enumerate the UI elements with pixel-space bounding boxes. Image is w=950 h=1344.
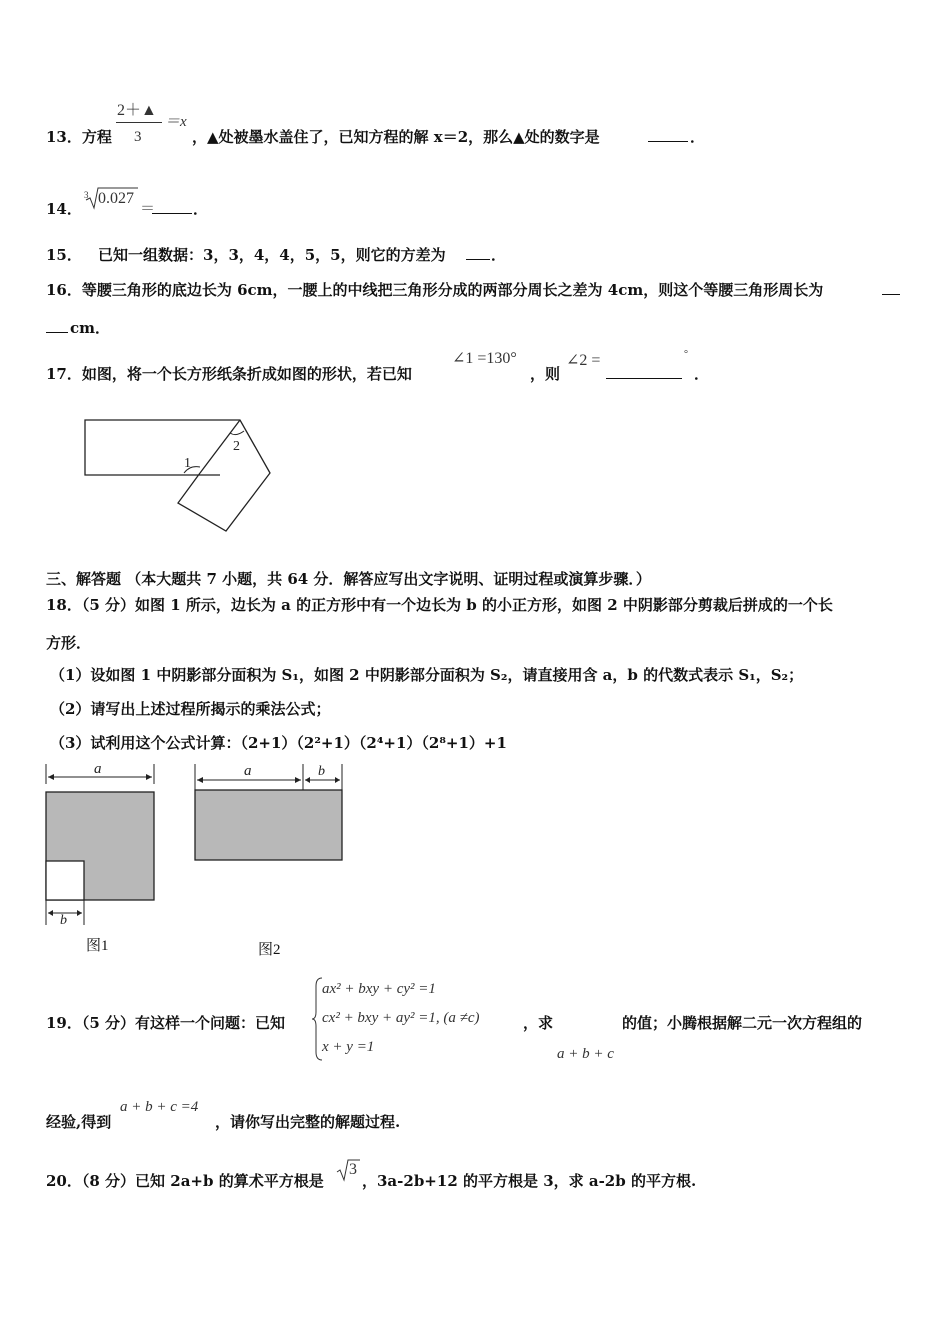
q14-end: ． — [193, 200, 209, 218]
q19-target-expression: a + b + c — [557, 1046, 614, 1062]
q19-equation-1: ax² + bxy + cy² =1 — [322, 981, 436, 997]
q15-number: 15． — [46, 246, 82, 264]
q17-then: ，则 — [530, 365, 561, 383]
q18-figure-1 — [40, 760, 165, 930]
q18-line1: 18．（5 分）如图 1 所示，边长为 a 的正方形中有一个边长为 b 的小正方形，如图 2 中阴影部分剪裁后拼成的一个长 — [46, 596, 833, 614]
q18-part2: （2）请写出上述过程所揭示的乘法公式； — [50, 700, 331, 718]
q13-fraction-denominator: 3 — [134, 129, 142, 145]
q13-fraction-numerator: 2＋▲ — [117, 102, 157, 119]
q15-end: ． — [491, 246, 507, 264]
q19-text4: 经验,得到 — [46, 1113, 112, 1131]
q17-blank — [606, 364, 682, 384]
q20-sqrt-value: 3 — [349, 1161, 357, 1178]
q18-part1: （1）设如图 1 中阴影部分面积为 S₁，如图 2 中阴影部分面积为 S₂，请直接用含 a，b 的代数式表示 S₁，S₂； — [50, 666, 804, 684]
q17-degree: ° — [684, 349, 688, 360]
q17-label-2: 2 — [233, 439, 240, 454]
q19-result-expression: a + b + c =4 — [120, 1099, 199, 1115]
q17-angle1: ∠1 =130° — [452, 350, 517, 367]
q14-radicand: 0.027 — [98, 190, 134, 207]
q19-text5: ，请你写出完整的解题过程. — [215, 1113, 401, 1131]
q20-text2: ，3a-2b+12 的平方根是 3，求 a-2b 的平方根. — [362, 1172, 697, 1190]
q15-blank — [466, 245, 490, 265]
q13-fraction-bar — [116, 122, 162, 123]
q20-text1: 20．（8 分）已知 2a+b 的算术平方根是 — [46, 1172, 324, 1190]
figure-2-caption: 图2 — [258, 942, 281, 958]
q14-root-index: 3 — [84, 190, 89, 200]
q18-figure-2 — [190, 760, 350, 870]
q14-blank — [152, 199, 192, 219]
q13-number: 13．方程 — [46, 128, 112, 146]
q14-rhs: ＝ — [140, 201, 156, 217]
fig1-label-b: b — [60, 913, 67, 928]
q14-number: 14． — [46, 200, 82, 218]
q13-end: ． — [690, 128, 706, 146]
q16-blank-part2 — [46, 318, 68, 338]
q17-text: 17．如图，将一个长方形纸条折成如图的形状，若已知 — [46, 365, 412, 383]
fig2-label-b: b — [318, 764, 325, 779]
fig1-label-a: a — [94, 761, 102, 777]
q16-line2: cm． — [70, 319, 111, 337]
q17-label-1: 1 — [184, 456, 191, 471]
figure-1-caption: 图1 — [86, 938, 109, 954]
q17-end: ． — [694, 365, 710, 383]
q13-text: ，▲处被墨水盖住了，已知方程的解 x＝2，那么▲处的数字是 — [192, 128, 600, 146]
q17-folded-strip-figure — [80, 415, 280, 535]
section-3-heading: 三、解答题 （本大题共 7 小题，共 64 分．解答应写出文字说明、证明过程或演算步骤．） — [46, 570, 651, 588]
q13-rhs: ＝x — [165, 114, 187, 130]
q15-text: 已知一组数据：3，3，4，4，5，5，则它的方差为 — [98, 246, 446, 264]
q16-blank-part1 — [882, 280, 900, 300]
q19-text3: 的值；小腾根据解二元一次方程组的 — [622, 1014, 863, 1032]
q19-equation-3: x + y =1 — [322, 1039, 375, 1055]
q17-angle2: ∠2 = — [566, 352, 601, 369]
q19-equation-2: cx² + bxy + ay² =1, (a ≠c) — [322, 1010, 480, 1026]
q18-line2: 方形． — [46, 634, 92, 652]
q13-blank — [648, 127, 688, 147]
q16-line1: 16．等腰三角形的底边长为 6cm，一腰上的中线把三角形分成的两部分周长之差为 4cm，则这个等腰三角形周长为 — [46, 281, 824, 299]
q19-text2: ，求 — [523, 1014, 554, 1032]
fig2-label-a: a — [244, 763, 252, 779]
q18-part3: （3）试利用这个公式计算：（2+1）（2²+1）（2⁴+1）（2⁸+1）+1 — [50, 734, 507, 752]
q19-text1: 19．（5 分）有这样一个问题：已知 — [46, 1014, 286, 1032]
